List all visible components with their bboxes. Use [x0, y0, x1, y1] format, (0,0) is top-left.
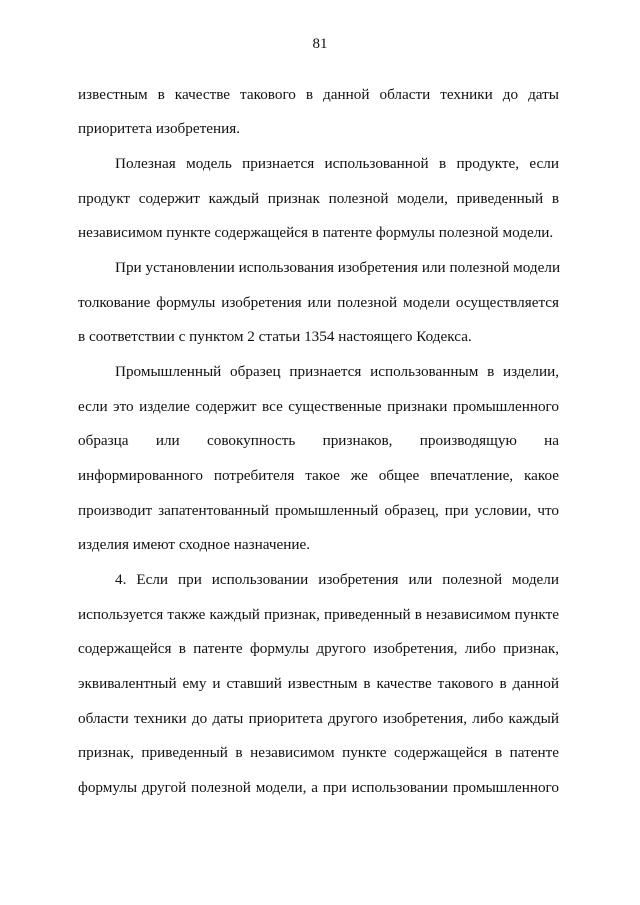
text-line: признак, приведенный в независимом пункте содержащейся в патенте [78, 744, 559, 761]
text-line: если это изделие содержит все существенные признаки промышленного [78, 398, 559, 415]
text-line: используется также каждый признак, приведенный в независимом пункте [78, 606, 559, 623]
text-line: толкование формулы изобретения или полезной модели осуществляется [78, 294, 559, 311]
text-line: известным в качестве такового в данной области техники до даты [78, 86, 559, 103]
text-line: содержащейся в патенте формулы другого изобретения, либо признак, [78, 640, 559, 657]
text-line: в соответствии с пунктом 2 статьи 1354 настоящего Кодекса. [78, 328, 472, 345]
text-line: области техники до даты приоритета другого изобретения, либо каждый [78, 710, 559, 727]
text-line: эквивалентный ему и ставший известным в качестве такового в данной [78, 675, 559, 692]
text-line: Полезная модель признается использованной в продукте, если [115, 155, 559, 172]
text-line: продукт содержит каждый признак полезной модели, приведенный в [78, 190, 559, 207]
text-line: формулы другой полезной модели, а при использовании промышленного [78, 779, 559, 796]
page-number: 81 [312, 36, 328, 52]
text-line: Промышленный образец признается использованным в изделии, [115, 363, 559, 380]
text-line: информированного потребителя такое же общее впечатление, какое [78, 467, 559, 484]
text-line: образца или совокупность признаков, производящую на [78, 432, 559, 449]
text-line: При установлении использования изобретения или полезной модели [115, 259, 561, 276]
text-line: производит запатентованный промышленный образец, при условии, что [78, 502, 559, 519]
text-line: 4. Если при использовании изобретения или полезной модели [115, 571, 559, 588]
text-line: приоритета изобретения. [78, 120, 241, 137]
text-line: независимом пункте содержащейся в патенте формулы полезной модели. [78, 224, 554, 241]
text-line: изделия имеют сходное назначение. [78, 536, 311, 553]
